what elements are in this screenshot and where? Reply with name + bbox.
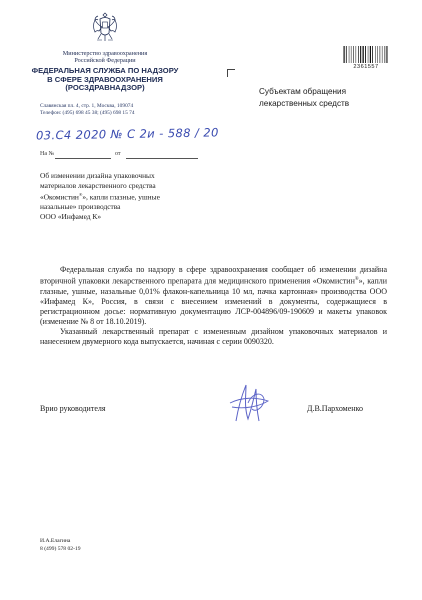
reference-date-label: от — [115, 151, 121, 157]
executor-info — [40, 538, 81, 554]
barcode-bar — [356, 46, 357, 63]
handwritten-registration-number: 03.С4 2020 № С 2и - 588 / 20 — [35, 125, 219, 143]
barcode-bar — [385, 46, 386, 63]
addressee-corner-mark — [227, 69, 235, 77]
reference-number-label: На № — [40, 151, 55, 157]
double-headed-eagle-emblem-icon — [90, 10, 120, 44]
reference-date-underline — [126, 158, 198, 159]
body-paragraph: Федеральная служба по надзору в сфере здравоохранения сообщает об изменении дизайна вторичной упаковки лекарственного препарата для медицинского применения «Окомистин®», капли глазные, ушные, назальные 0,01% флакон-капельница 10 мл, пачка картонная» производства ООО «Инфамед К», Россия, в связи с внесением изменений в документы, содержащиеся в регистрационном досье: нормативную документацию ЛСР-004896/09-190609 и макеты упаковок (изменение № 8 от 18.10.2019). — [40, 265, 387, 326]
barcode-bar — [360, 46, 361, 63]
addressee: Субъектам обращения лекарственных средств — [259, 87, 350, 108]
signatory-title: Врио руководителя — [40, 404, 106, 413]
reference-number-underline — [55, 158, 111, 159]
agency-address: Славянская пл. 4, стр. 1, Москва, 109074 Телефон: (495) 698 45 38; (495) 698 15 74 — [40, 103, 135, 116]
executor-name: И.А.Елагина — [40, 538, 71, 544]
barcode-bar — [372, 46, 373, 63]
barcode-number: 2361557 — [353, 64, 379, 70]
barcode-bar — [365, 46, 366, 63]
barcode-bar — [382, 46, 383, 63]
handwritten-signature-icon — [224, 381, 274, 426]
barcode-bar — [346, 46, 347, 63]
body-paragraph: Указанный лекарственный препарат с измененным дизайном упаковочных материалов и нанесением двумерного кода выпускается, начиная с серии 0090320. — [40, 326, 387, 346]
ministry-name: Министерство здравоохранения Российской Федерации — [62, 50, 148, 65]
barcode-bar — [353, 46, 354, 63]
barcode-icon — [343, 46, 389, 63]
executor-phone: 8 (499) 578 02-19 — [40, 545, 81, 552]
barcode-bar — [386, 46, 387, 63]
barcode-bar — [358, 46, 359, 63]
barcode-bar — [344, 46, 345, 63]
barcode-bar — [380, 46, 381, 63]
barcode-bar — [375, 46, 376, 63]
agency-name: ФЕДЕРАЛЬНАЯ СЛУЖБА ПО НАДЗОРУ В СФЕРЕ ЗДРАВООХРАНЕНИЯ (РОСЗДРАВНАДЗОР) — [31, 66, 179, 93]
barcode-bar — [368, 46, 369, 63]
barcode-bar — [377, 46, 378, 63]
letter-body — [40, 265, 387, 347]
letter-subject: Об изменении дизайна упаковочных материалов лекарственного средства «Окомистин®», капли глазные, ушные назальные» производства ООО «Инфамед К» — [40, 171, 160, 221]
barcode-bar — [363, 46, 364, 63]
signatory-name: Д.В.Пархоменко — [307, 404, 364, 413]
barcode-bar — [349, 46, 350, 63]
barcode-bar — [351, 46, 352, 63]
barcode-bar — [370, 46, 371, 63]
